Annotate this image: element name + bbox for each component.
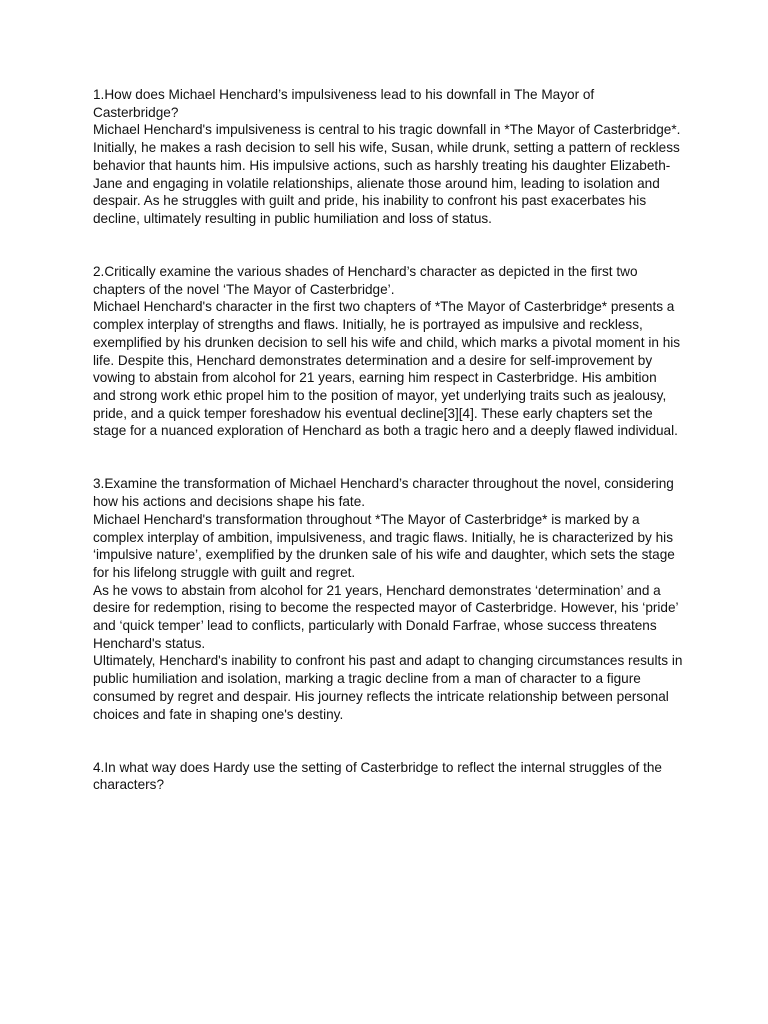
document-page — [93, 86, 683, 812]
answer-3-paragraph-2: As he vows to abstain from alcohol for 21 years, Henchard demonstrates ‘determination’ and a desire for redemption, rising to become the respected mayor of Casterbridge. However, his ‘pride’ and ‘quick temper’ lead to conflicts, particularly with Donald Farfrae, whose success threatens Henchard's status. — [93, 582, 679, 651]
question-3: 3.Examine the transformation of Michael Henchard’s character throughout the novel, considering how his actions and decisions shape his fate. — [93, 476, 674, 510]
answer-3-paragraph-3: Ultimately, Henchard's inability to confront his past and adapt to changing circumstances results in public humiliation and isolation, marking a tragic decline from a man of character to a figure consumed by regret and despair. His journey reflects the intricate relationship between personal choices and fate in shaping one's destiny. — [93, 653, 683, 722]
answer-2-paragraph-1: Michael Henchard's character in the first two chapters of *The Mayor of Casterbridge* presents a complex interplay of strengths and flaws. Initially, he is portrayed as impulsive and reckless, exemplified by his drunken decision to sell his wife and child, which marks a pivotal moment in his life. Despite this, Henchard demonstrates determination and a desire for self-improvement by vowing to abstain from alcohol for 21 years, earning him respect in Casterbridge. His ambition and strong work ethic propel him to the position of mayor, yet underlying traits such as jealousy, pride, and a quick temper foreshadow his eventual decline[3][4]. These early chapters set the stage for a nuanced exploration of Henchard as both a tragic hero and a deeply flawed individual. — [93, 299, 681, 439]
question-4: 4.In what way does Hardy use the setting of Casterbridge to reflect the internal struggles of the characters? — [93, 759, 662, 793]
section-2 — [93, 263, 683, 440]
section-1 — [93, 86, 683, 228]
question-2: 2.Critically examine the various shades of Henchard’s character as depicted in the first two chapters of the novel ‘The Mayor of Casterbridge’. — [93, 264, 638, 297]
section-gap — [93, 245, 683, 263]
answer-1-paragraph-1: Michael Henchard's impulsiveness is central to his tragic downfall in *The Mayor of Casterbridge*. Initially, he makes a rash decision to sell his wife, Susan, while drunk, setting a pattern of reckless behavior that haunts him. His impulsive actions, such as harshly treating his daughter Elizabeth-Jane and engaging in volatile relationships, alienate those around him, leading to isolation and despair. As he struggles with guilt and pride, his inability to confront his past exacerbates his decline, ultimately resulting in public humiliation and loss of status. — [93, 122, 681, 226]
section-3 — [93, 475, 683, 723]
question-1: 1.How does Michael Henchard’s impulsiveness lead to his downfall in The Mayor of Casterbridge? — [93, 87, 595, 120]
section-gap — [93, 741, 683, 759]
section-4 — [93, 759, 683, 794]
answer-3-paragraph-1: Michael Henchard's transformation throughout *The Mayor of Casterbridge* is marked by a complex interplay of ambition, impulsiveness, and tragic flaws. Initially, he is characterized by his ‘impulsive nature’, exemplified by the drunken sale of his wife and daughter, which sets the stage for his lifelong struggle with guilt and regret. — [93, 511, 675, 580]
section-gap — [93, 458, 683, 476]
